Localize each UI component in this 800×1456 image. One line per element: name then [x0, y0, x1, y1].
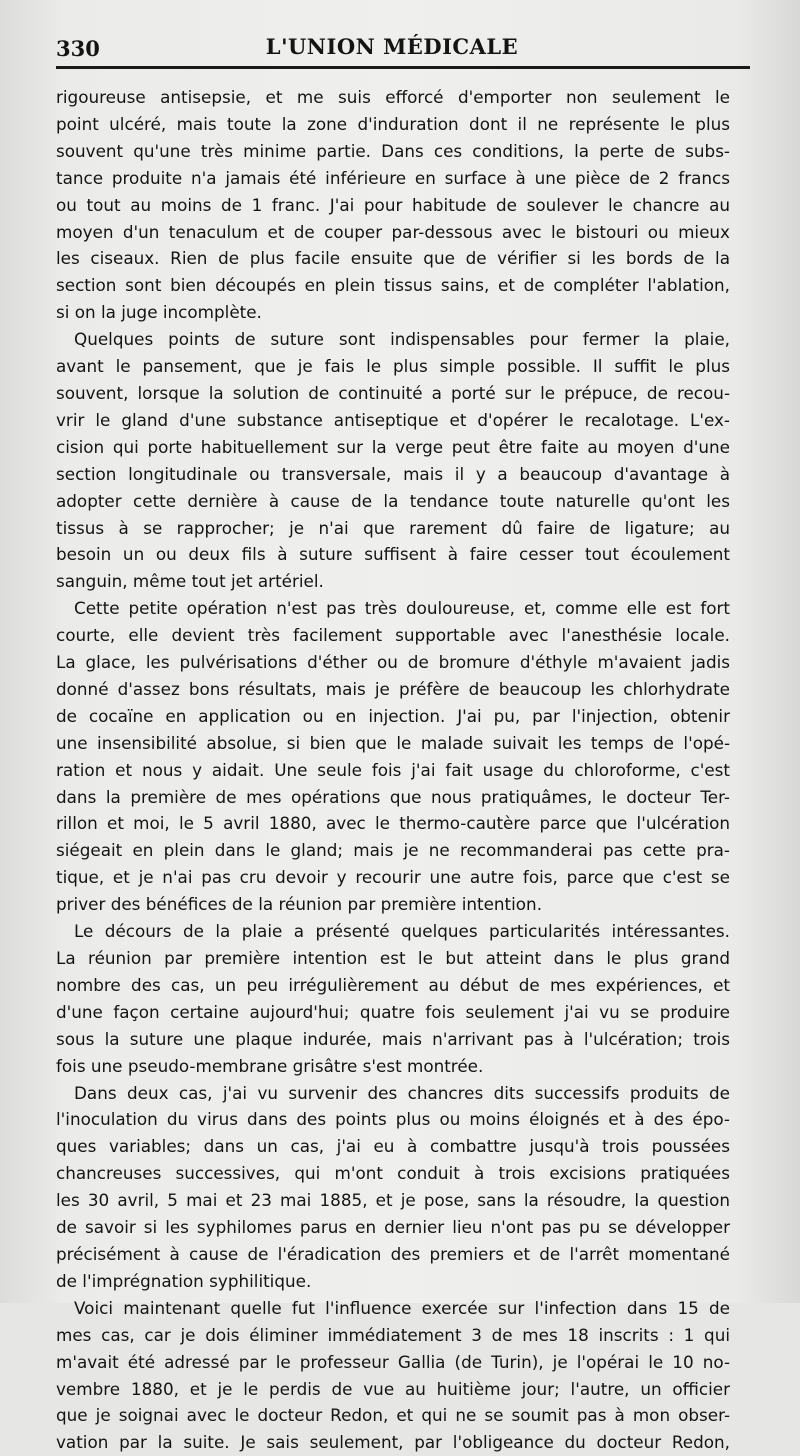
paragraph — [56, 84, 730, 326]
text-line: donné d'assez bons résultats, mais je préfère de beaucoup les chlorhydrate — [56, 678, 730, 699]
text-line: La réunion par première intention est le but atteint dans le plus grand — [56, 948, 730, 968]
text-line: chancreuses successives, qui m'ont conduit à trois excisions pratiquées — [56, 1163, 730, 1184]
text-line: avant le pansement, que je fais le plus simple possible. Il suffit le plus — [56, 356, 730, 377]
text-line: vation par la suite. Je sais seulement, par l'obligeance du docteur Redon, — [56, 1432, 730, 1453]
text-line: section longitudinale ou transversale, mais il y a beaucoup d'avantage à — [56, 463, 730, 484]
text-line: mes cas, car je dois éliminer immédiatement 3 de mes 18 inscrits : 1 qui — [56, 1324, 730, 1345]
text-line: vrir le gland d'une substance antiseptique et d'opérer le recalotage. L'ex- — [56, 409, 730, 430]
text-line: Cette petite opération n'est pas très douloureuse, et, comme elle est fort — [74, 598, 730, 619]
page-number: 330 — [56, 36, 100, 61]
text-line: m'avait été adressé par le professeur Gallia (de Turin), je l'opérai le 10 no- — [56, 1351, 730, 1372]
text-line: les ciseaux. Rien de plus facile ensuite que de vérifier si les bords de la — [56, 248, 730, 269]
text-line: Dans deux cas, j'ai vu survenir des chancres dits successifs produits de — [74, 1082, 730, 1103]
text-line: priver des bénéfices de la réunion par première intention. — [56, 894, 543, 915]
text-line: les 30 avril, 5 mai et 23 mai 1885, et je pose, sans la résoudre, la question — [56, 1190, 730, 1211]
text-line: tissus à se rapprocher; je n'ai que rarement dû faire de ligature; au — [56, 517, 730, 538]
text-line: sous la suture une plaque indurée, mais n'arrivant pas à l'ulcération; trois — [56, 1028, 730, 1049]
text-line: nombre des cas, un peu irrégulièrement au début de mes expériences, et — [56, 974, 730, 995]
text-line: de cocaïne en application ou en injection. J'ai pu, par l'injection, obtenir — [56, 705, 730, 726]
text-line: précisément à cause de l'éradication des premiers et de l'arrêt momentané — [56, 1243, 730, 1264]
paragraph — [56, 1080, 730, 1295]
text-line: adopter cette dernière à cause de la tendance toute naturelle qu'ont les — [56, 490, 730, 511]
text-line: Quelques points de suture sont indispensables pour fermer la plaie, — [74, 329, 730, 350]
running-head: L'UNION MÉDICALE — [265, 34, 519, 59]
text-line: que je soignai avec le docteur Redon, et qui ne se soumit pas à mon obser- — [56, 1405, 730, 1426]
page-header — [56, 30, 728, 62]
text-line: Le décours de la plaie a présenté quelques particularités intéressantes. — [74, 921, 730, 942]
text-line: souvent qu'une très minime partie. Dans ces conditions, la perte de subs- — [56, 140, 730, 161]
text-line: d'une façon certaine aujourd'hui; quatre fois seulement j'ai vu se produire — [56, 1001, 730, 1022]
text-line: l'inoculation du virus dans des points plus ou moins éloignés et à des épo- — [56, 1109, 730, 1130]
text-line: une insensibilité absolue, si bien que le malade suivait les temps de l'opé- — [56, 732, 730, 753]
text-line: moyen d'un tenaculum et de couper par-dessous avec le bistouri ou mieux — [56, 221, 730, 242]
paragraph — [56, 595, 730, 918]
text-line: siégeait en plein dans le gland; mais je ne recommanderai pas cette pra- — [56, 840, 730, 861]
text-line: ou tout au moins de 1 franc. J'ai pour habitude de soulever le chancre au — [56, 194, 730, 215]
text-line: rigoureuse antisepsie, et me suis efforcé d'emporter non seulement le — [56, 87, 730, 107]
text-line: Voici maintenant quelle fut l'influence exercée sur l'infection dans 15 de — [74, 1297, 730, 1318]
text-line: ration et nous y aidait. Une seule fois j'ai fait usage du chloroforme, c'est — [56, 759, 730, 780]
header-rule — [56, 66, 750, 69]
text-line: fois une pseudo-membrane grisâtre s'est montrée. — [56, 1055, 484, 1076]
text-line: courte, elle devient très facilement supportable avec l'anesthésie locale. — [56, 625, 730, 646]
body-text — [56, 84, 730, 1456]
text-line: sanguin, même tout jet artériel. — [56, 571, 324, 592]
text-line: rillon et moi, le 5 avril 1880, avec le thermo-cautère parce que l'ulcération — [56, 813, 730, 834]
text-line: besoin un ou deux fils à suture suffisent à faire cesser tout écoulement — [56, 544, 730, 565]
text-line: tance produite n'a jamais été inférieure en surface à une pièce de 2 francs — [56, 167, 730, 188]
text-line: cision qui porte habituellement sur la verge peut être faite au moyen d'une — [56, 436, 730, 457]
paragraph — [56, 918, 730, 1079]
text-line: souvent, lorsque la solution de continuité a porté sur le prépuce, de recou- — [56, 382, 730, 403]
text-line: de savoir si les syphilomes parus en dernier lieu n'ont pas pu se développer — [56, 1217, 730, 1238]
text-line: point ulcéré, mais toute la zone d'induration dont il ne représente le plus — [56, 113, 730, 134]
text-line: section sont bien découpés en plein tissus sains, et de compléter l'ablation, — [56, 275, 730, 296]
text-line: dans la première de mes opérations que nous pratiquâmes, le docteur Ter- — [56, 786, 730, 807]
text-line: de l'imprégnation syphilitique. — [56, 1270, 312, 1291]
text-line: La glace, les pulvérisations d'éther ou de bromure d'éthyle m'avaient jadis — [56, 652, 730, 673]
paragraph — [56, 326, 730, 595]
text-line: si on la juge incomplète. — [56, 302, 262, 323]
text-line: ques variables; dans un cas, j'ai eu à combattre jusqu'à trois poussées — [56, 1136, 730, 1157]
text-line: vembre 1880, et je le perdis de vue au huitième jour; l'autre, un officier — [56, 1378, 730, 1399]
paragraph — [56, 1295, 730, 1456]
text-line: tique, et je n'ai pas cru devoir y recourir une autre fois, parce que c'est se — [56, 867, 730, 888]
